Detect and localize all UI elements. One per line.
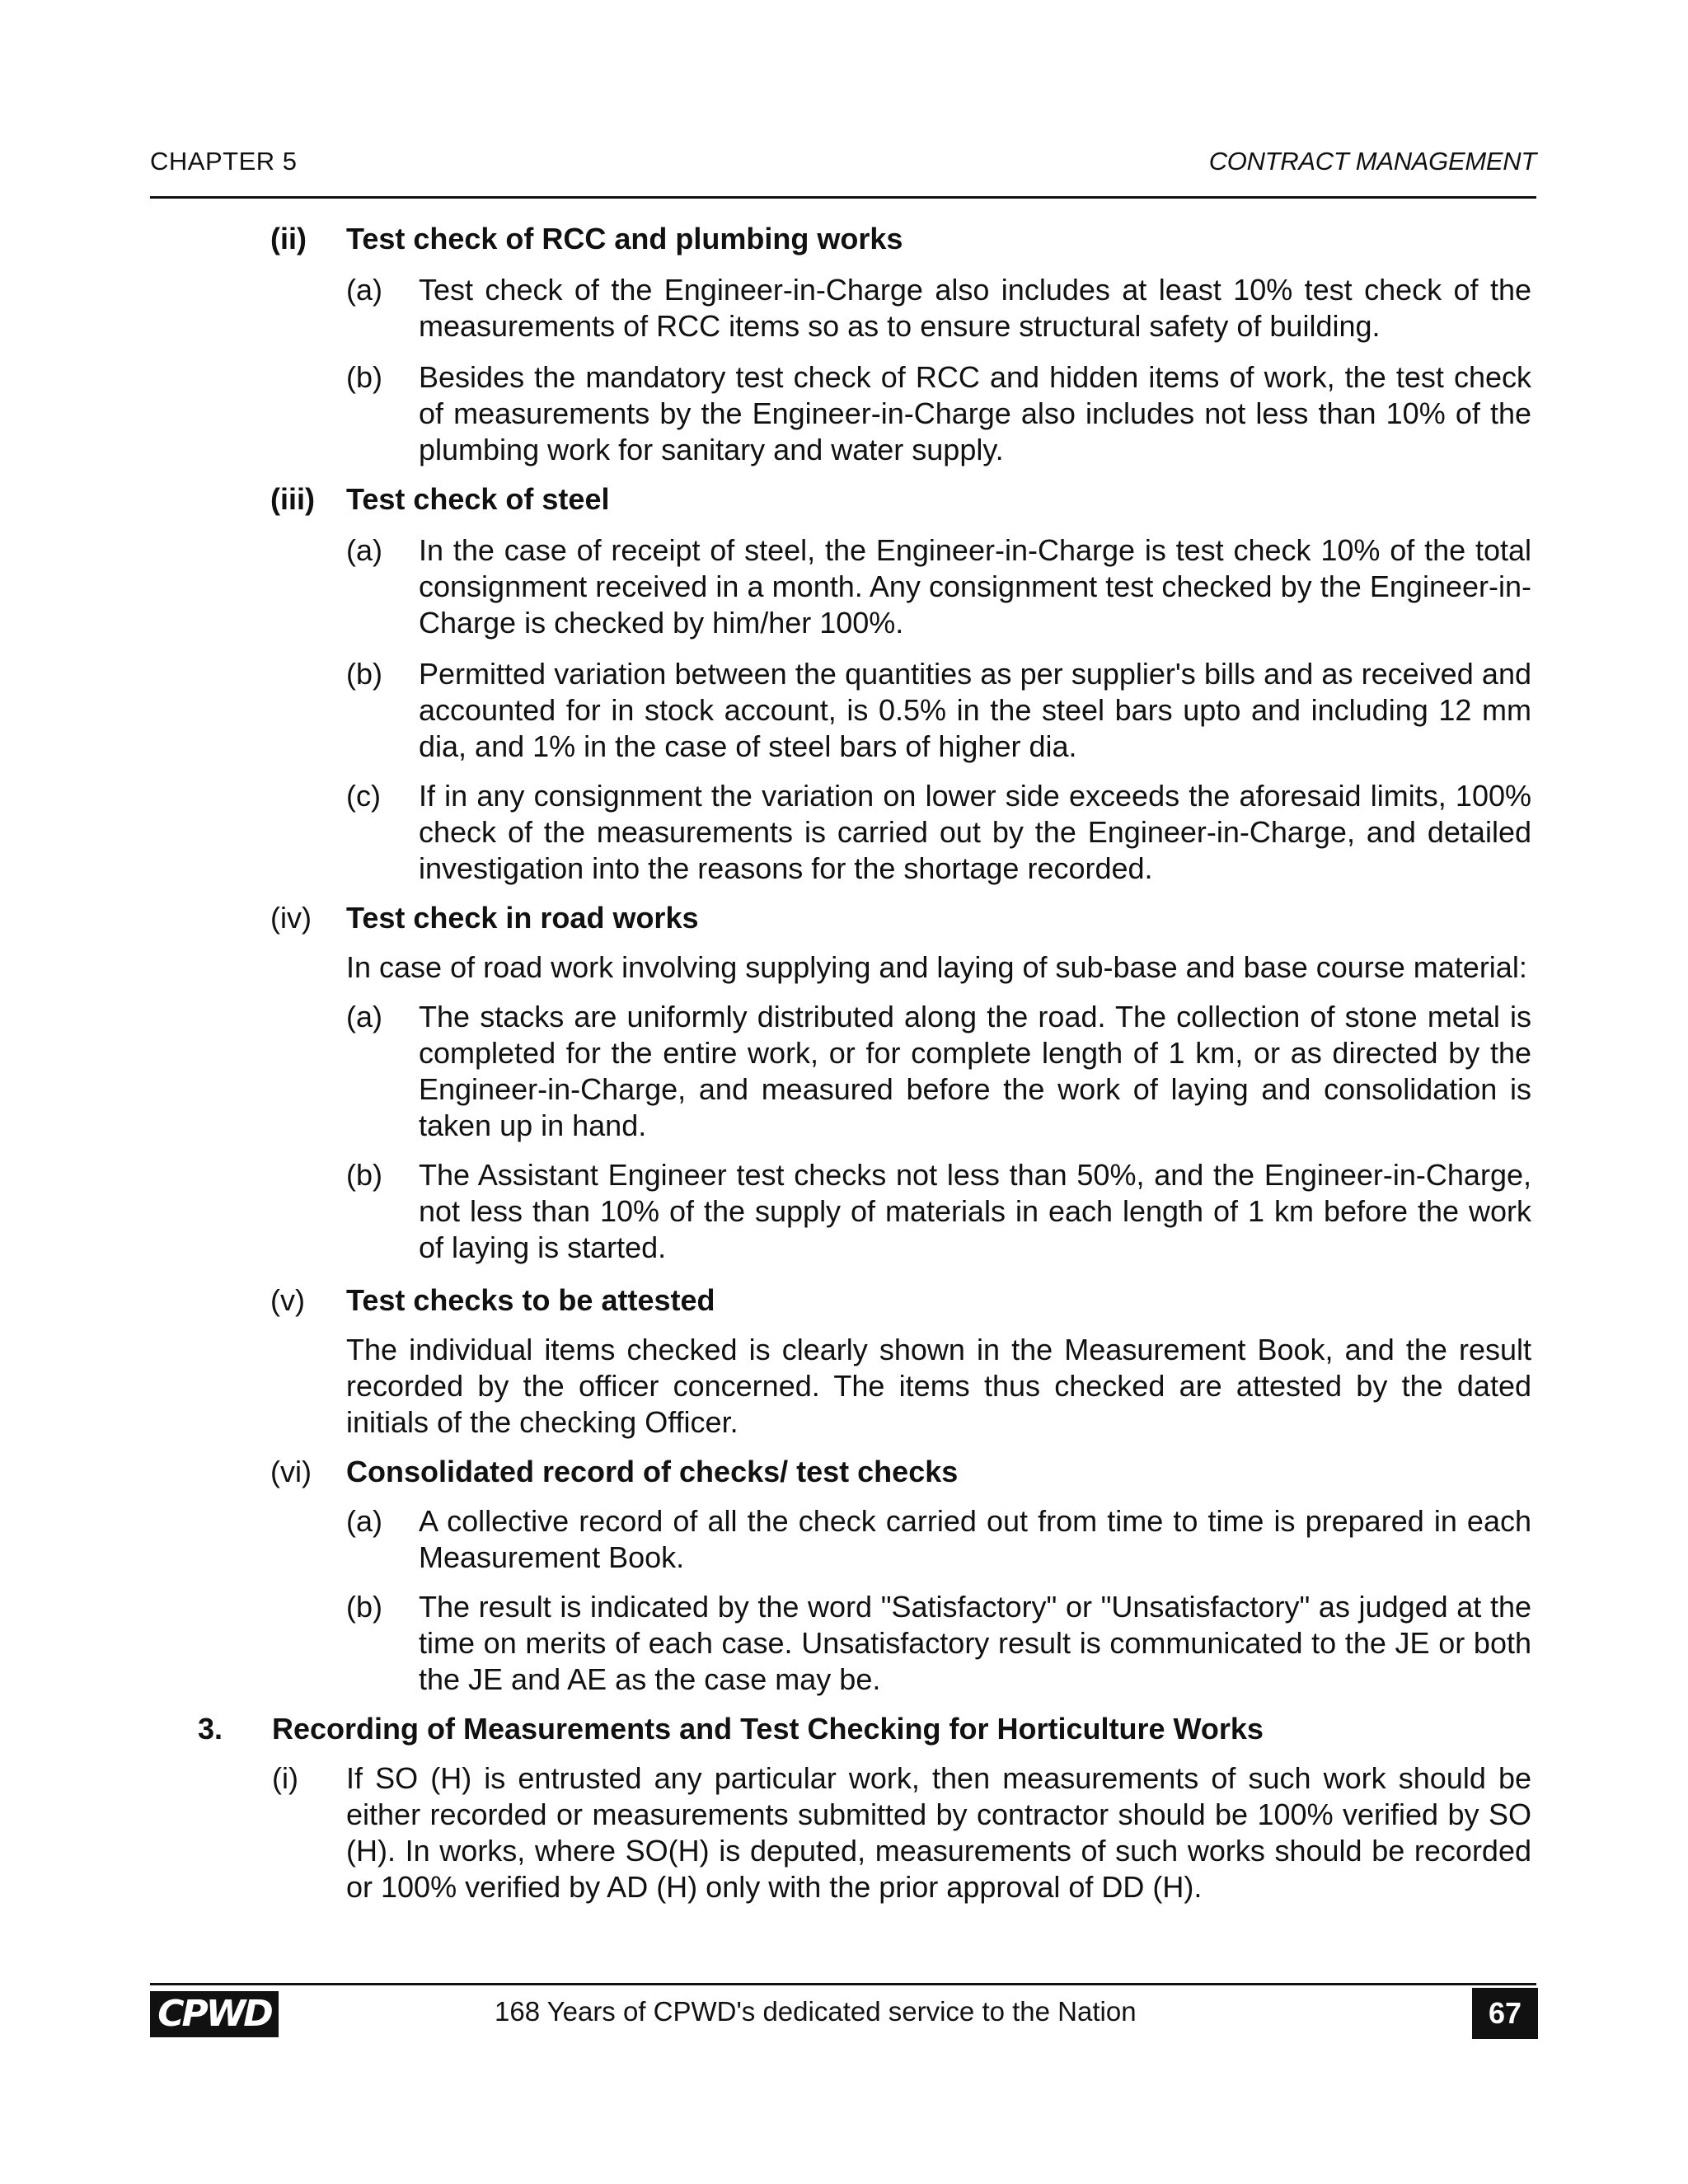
item-body-text: The individual items checked is clearly shown in the Measurement Book, and the result recorded by the officer concerned. The items thus checked are attested by the dated initials of the checking Officer. xyxy=(346,1333,1531,1439)
item-heading: Consolidated record of checks/ test checks xyxy=(346,1455,959,1488)
subitem-number: (a) xyxy=(346,533,382,567)
subitem-number: (a) xyxy=(346,1000,382,1033)
item-number-iii: (iii) xyxy=(270,482,315,516)
subitem-number: (b) xyxy=(346,1590,382,1624)
subitem-text: In the case of receipt of steel, the Engineer-in-Charge is test check 10% of the total consignment received in a month. Any consignment test checked by the Engineer-in-Charge is checked by him/her 100%. xyxy=(419,533,1531,640)
item-number-ii: (ii) xyxy=(270,222,307,255)
cpwd-logo: CPWD xyxy=(150,1991,279,2037)
subitem-number: (b) xyxy=(346,657,382,691)
section-title: CONTRACT MANAGEMENT xyxy=(1208,147,1536,176)
item-heading: Test checks to be attested xyxy=(346,1283,715,1317)
subitem-text: Besides the mandatory test check of RCC and hidden items of work, the test check of measurements by the Engineer-in-Charge also includes not less than 10% of the plumbing work for sanitary and water supply. xyxy=(419,360,1531,466)
subitem-text: If in any consignment the variation on lower side exceeds the aforesaid limits, 100% check of the measurements is carried out by the Engineer-in-Charge, and detailed investigation into the reasons for the shortage recorded. xyxy=(419,779,1531,885)
page-number: 67 xyxy=(1472,1988,1538,2039)
subitem-text: The stacks are uniformly distributed along the road. The collection of stone metal is completed for the entire work, or for complete length of 1 km, or as directed by the Engineer-in-Charge, and measured before the work of laying and consolidation is taken up in hand. xyxy=(419,1000,1531,1142)
item-heading: Test check of steel xyxy=(346,482,610,516)
subitem-text: Test check of the Engineer-in-Charge also includes at least 10% test check of the measurements of RCC items so as to ensure structural safety of building. xyxy=(419,273,1531,343)
subitem-number: (a) xyxy=(346,273,382,307)
item-intro-text: In case of road work involving supplying and laying of sub-base and base course material: xyxy=(346,950,1527,984)
footer-tagline: 168 Years of CPWD's dedicated service to the Nation xyxy=(495,1996,1137,2027)
subitem-text: If SO (H) is entrusted any particular work, then measurements of such work should be either recorded or measurements submitted by contractor should be 100% verified by SO (H). In works, where SO(H) is deputed, measurements of such works should be recorded or 100% verified by AD (H) only with the prior approval of DD (H). xyxy=(346,1761,1531,1904)
item-heading: Test check of RCC and plumbing works xyxy=(346,222,903,255)
subitem-number: (a) xyxy=(346,1504,382,1538)
chapter-label: CHAPTER 5 xyxy=(150,147,298,176)
section-number-3: 3. xyxy=(198,1712,223,1746)
subitem-text: The result is indicated by the word "Satisfactory" or "Unsatisfactory" as judged at the time on merits of each case. Unsatisfactory result is communicated to the JE or both the JE and AE as the case may be. xyxy=(419,1590,1531,1696)
subitem-number: (i) xyxy=(272,1761,298,1795)
subitem-text: A collective record of all the check carried out from time to time is prepared in each Measurement Book. xyxy=(419,1504,1531,1574)
item-heading: Test check in road works xyxy=(346,901,699,935)
subitem-text: Permitted variation between the quantities as per supplier's bills and as received and accounted for in stock account, is 0.5% in the steel bars upto and including 12 mm dia, and 1% in the case of steel bars of higher dia. xyxy=(419,657,1531,763)
subitem-text: The Assistant Engineer test checks not less than 50%, and the Engineer-in-Charge, not less than 10% of the supply of materials in each length of 1 km before the work of laying is started. xyxy=(419,1158,1531,1264)
item-number-v: (v) xyxy=(270,1283,305,1317)
footer-divider xyxy=(150,1983,1536,1985)
section-heading: Recording of Measurements and Test Checking for Horticulture Works xyxy=(272,1712,1264,1746)
subitem-number: (b) xyxy=(346,360,382,394)
item-number-iv: (iv) xyxy=(270,901,312,935)
header-divider xyxy=(150,196,1536,199)
subitem-number: (b) xyxy=(346,1158,382,1192)
item-number-vi: (vi) xyxy=(270,1455,312,1488)
subitem-number: (c) xyxy=(346,779,381,813)
